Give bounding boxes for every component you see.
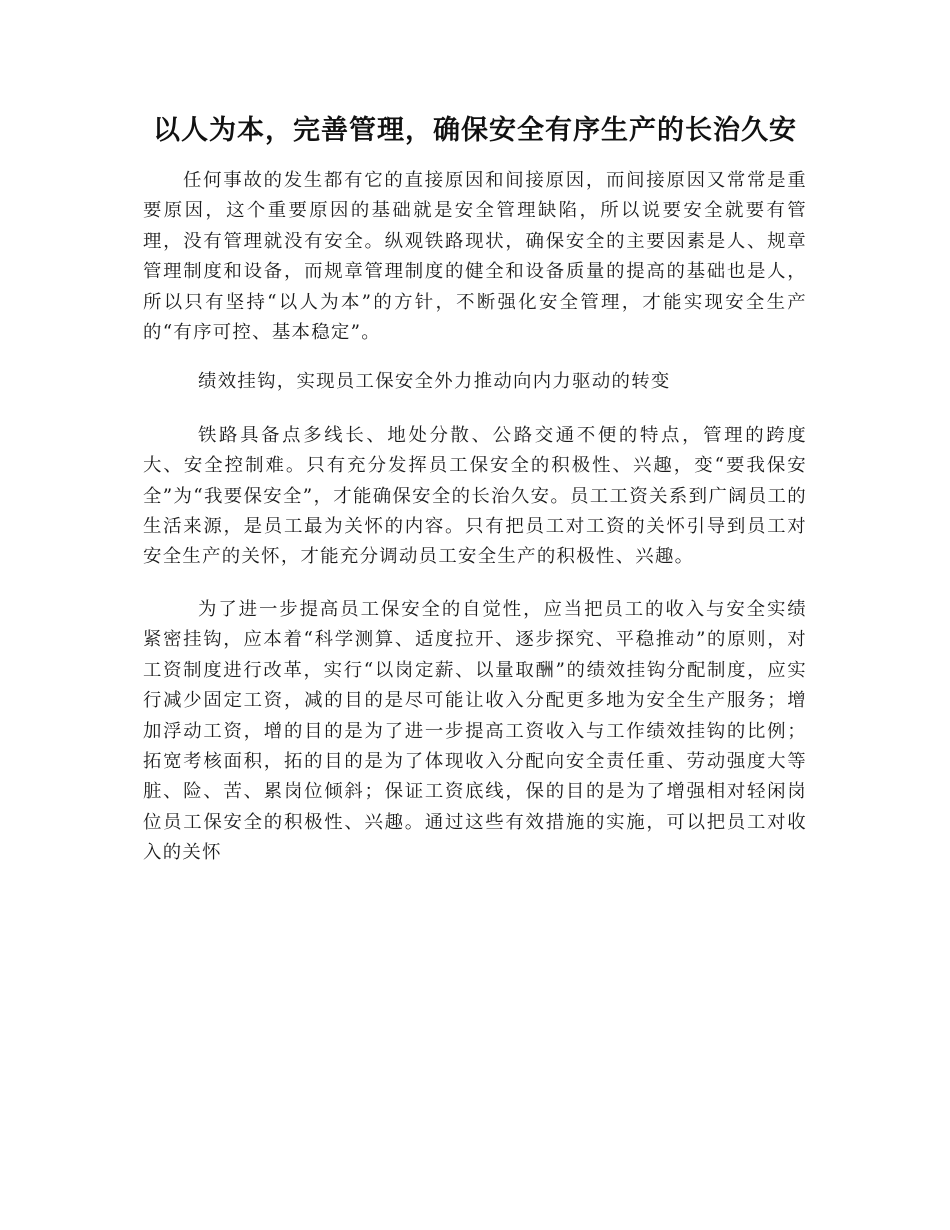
document-title: 以人为本，完善管理，确保安全有序生产的长治久安	[153, 115, 797, 146]
paragraph-body-1: 铁路具备点多线长、地处分散、公路交通不便的特点，管理的跨度大、安全控制难。只有充分发挥员工保安全的积极性、兴趣，变“要我保安全”为“我要保安全”，才能确保安全的长治久安。员工工资关系到广阔员工的生活来源，是员工最为关怀的内容。只有把员工对工资的关怀引导到员工对安全生产的关怀，才能充分调动员工安全生产的积极性、兴趣。	[143, 424, 807, 568]
paragraph-intro: 任何事故的发生都有它的直接原因和间接原因，而间接原因又常常是重要原因，这个重要原因的基础就是安全管理缺陷，所以说要安全就要有管理，没有管理就没有安全。纵观铁路现状，确保安全的主要因素是人、规章管理制度和设备，而规章管理制度的健全和设备质量的提高的基础也是人，所以只有坚持“以人为本”的方针，不断强化安全管理，才能实现安全生产的“有序可控、基本稳定”。	[143, 170, 807, 344]
paragraph-body-2: 为了进一步提高员工保安全的自觉性，应当把员工的收入与安全实绩紧密挂钩，应本着“科学测算、适度拉开、逐步探究、平稳推动”的原则，对工资制度进行改革，实行“以岗定薪、以量取酬”的绩效挂钩分配制度，应实行减少固定工资，减的目的是尽可能让收入分配更多地为安全生产服务；增加浮动工资，增的目的是为了进一步提高工资收入与工作绩效挂钩的比例；拓宽考核面积，拓的目的是为了体现收入分配向安全责任重、劳动强度大等脏、险、苦、累岗位倾斜；保证工资底线，保的目的是为了增强相对轻闲岗位员工保安全的积极性、兴趣。通过这些有效措施的实施，可以把员工对收入的关怀	[143, 598, 807, 864]
document-page	[143, 112, 807, 869]
section-heading: 绩效挂钩，实现员工保安全外力推动向内力驱动的转变	[198, 371, 671, 393]
